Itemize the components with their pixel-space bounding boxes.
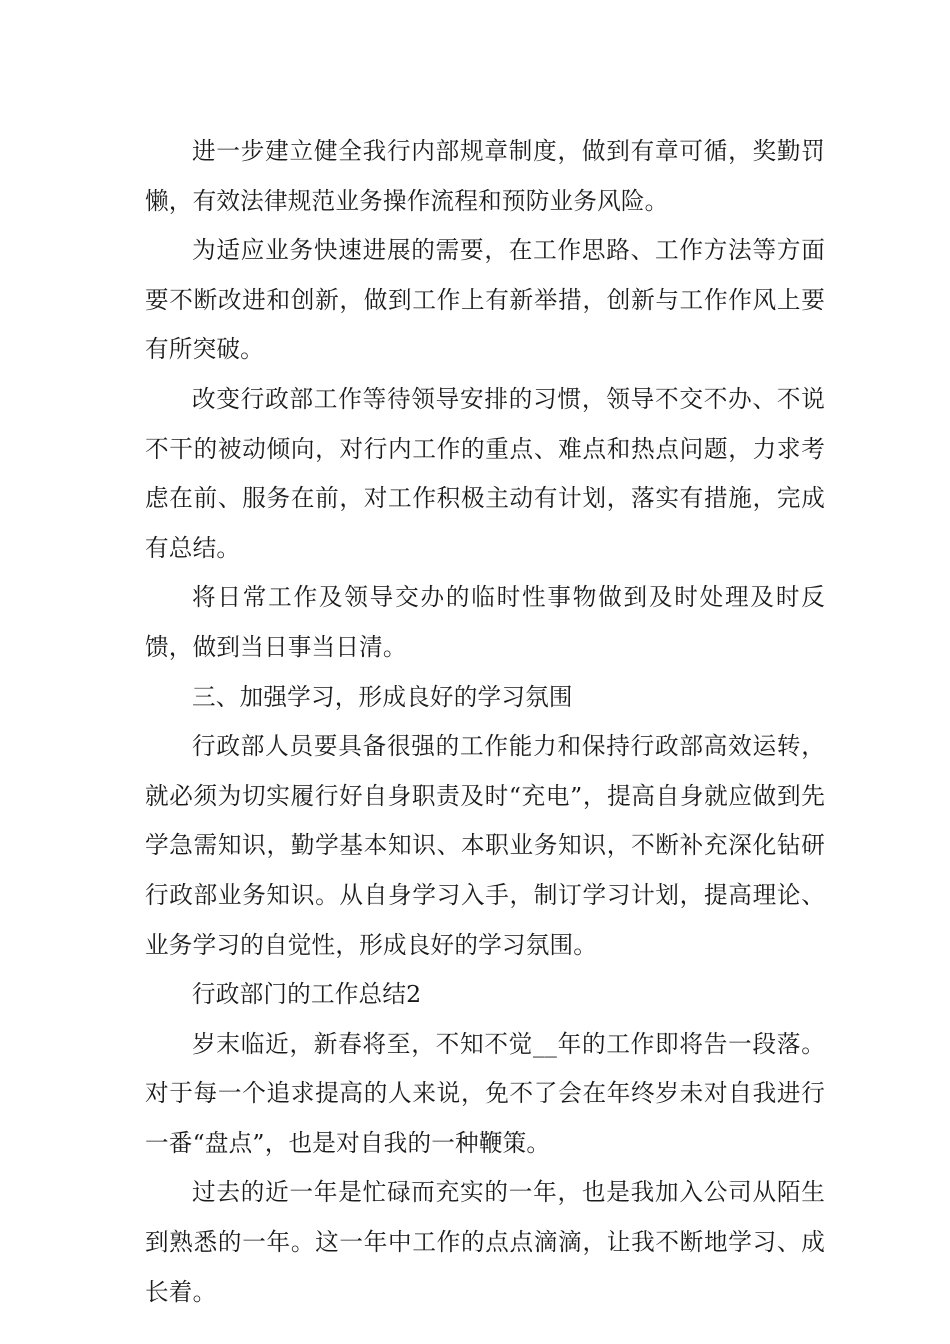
paragraph-year-end: 岁末临近，新春将至，不知不觉__年的工作即将告一段落。对于每一个追求提高的人来说，免不了会在年终岁未对自我进行一番“盘点”，也是对自我的一种鞭策。 — [145, 1029, 825, 1157]
document-title-summary-2: 行政部门的工作总结2 — [192, 980, 422, 1009]
paragraph-daily-work: 将日常工作及领导交办的临时性事物做到及时处理及时反馈，做到当日事当日清。 — [145, 583, 825, 661]
paragraph-innovation: 为适应业务快速进展的需要，在工作思路、工作方法等方面要不断改进和创新，做到工作上有新举措，创新与工作作风上要有所突破。 — [145, 236, 825, 364]
paragraph-proactive: 改变行政部工作等待领导安排的习惯，领导不交不办、不说不干的被动倾向，对行内工作的重点、难点和热点问题，力求考虑在前、服务在前，对工作积极主动有计划，落实有措施，完成有总结。 — [145, 384, 825, 562]
paragraph-learning: 行政部人员要具备很强的工作能力和保持行政部高效运转，就必须为切实履行好自身职责及时“充电”，提高自身就应做到先学急需知识，勤学基本知识、本职业务知识，不断补充深化钻研行政部业务知识。从自身学习入手，制订学习计划，提高理论、业务学习的自觉性，形成良好的学习氛围。 — [145, 732, 825, 959]
paragraph-past-year: 过去的近一年是忙碌而充实的一年，也是我加入公司从陌生到熟悉的一年。这一年中工作的点点滴滴，让我不断地学习、成长着。 — [145, 1178, 825, 1306]
section-heading-learning: 三、加强学习，形成良好的学习氛围 — [192, 682, 573, 711]
document-body — [145, 127, 825, 1317]
paragraph-rules: 进一步建立健全我行内部规章制度，做到有章可循，奖勤罚懒，有效法律规范业务操作流程和预防业务风险。 — [145, 137, 825, 215]
